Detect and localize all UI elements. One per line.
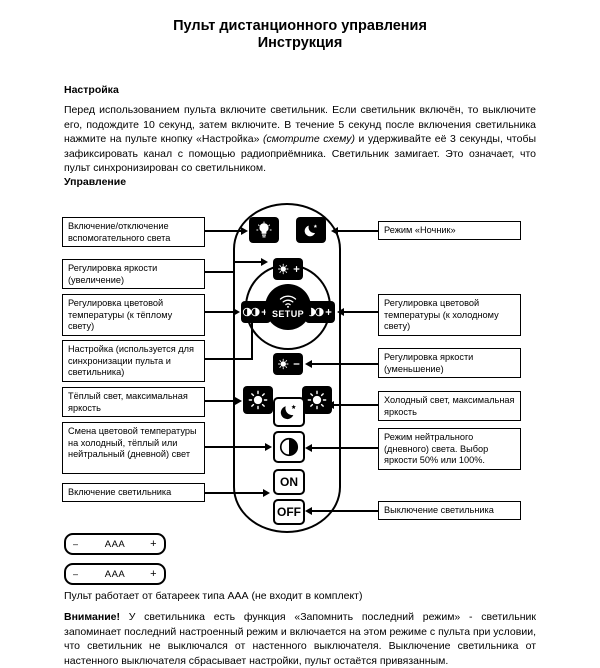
callout-lamp-on: Включение светильника bbox=[62, 483, 205, 502]
leader-arrow bbox=[305, 507, 312, 515]
lamp-on-key[interactable]: ON bbox=[273, 469, 305, 495]
warm-max-key[interactable] bbox=[243, 386, 273, 414]
brightness-down-key[interactable] bbox=[273, 353, 303, 375]
sun-icon bbox=[248, 390, 268, 410]
leader-line bbox=[233, 261, 261, 263]
moon-star-icon bbox=[303, 222, 320, 239]
half-moon-contrast-icon bbox=[278, 436, 300, 458]
cold-max-key[interactable] bbox=[302, 386, 332, 414]
leader-arrow bbox=[263, 489, 270, 497]
bulb-icon bbox=[255, 221, 273, 239]
battery-2 bbox=[64, 563, 166, 585]
title-line-2: Инструкция bbox=[257, 35, 343, 51]
leader-line bbox=[205, 492, 263, 494]
battery-label: AAA bbox=[104, 538, 126, 550]
battery-label: AAA bbox=[104, 568, 126, 580]
battery-1 bbox=[64, 533, 166, 555]
setup-key[interactable] bbox=[265, 284, 311, 330]
leader-arrow bbox=[265, 443, 272, 451]
callout-night-mode: Режим «Ночник» bbox=[378, 221, 521, 240]
leader-line bbox=[251, 318, 263, 320]
leader-arrow bbox=[305, 444, 312, 452]
callout-color-temp-warm: Регулировка цветовой температуры (к тёплому свету) bbox=[62, 294, 205, 336]
battery-plus: + bbox=[150, 538, 157, 550]
leader-arrow bbox=[260, 304, 267, 312]
wifi-icon bbox=[279, 295, 297, 308]
title-line-1: Пульт дистанционного управления bbox=[173, 18, 427, 34]
callout-color-temp-cold: Регулировка цветовой температуры (к холодному свету) bbox=[378, 294, 521, 336]
leader-arrow bbox=[331, 227, 338, 235]
callout-brightness-up: Регулировка яркости (увеличение) bbox=[62, 259, 205, 289]
control-heading: Управление bbox=[64, 176, 127, 188]
leader-line bbox=[205, 311, 233, 313]
warning-text: У светильника есть функция «Запомнить последний режим» - светильник запоминает последний настроенный режим и включается на этом режиме с пульта при условии, что светильник не выключался от настенного выключателя. Выключение светильника от настенного выключателя сбрасывает настройки, пульт остаётся привязанным. bbox=[64, 611, 536, 667]
aux-light-key[interactable] bbox=[249, 217, 279, 243]
callout-cold-max: Холодный свет, максимальная яркость bbox=[378, 391, 521, 421]
warning-label: Внимание! bbox=[64, 611, 120, 623]
callout-aux-light-toggle: Включение/отключение вспомогательного света bbox=[62, 217, 205, 247]
brightness-up-icon bbox=[273, 262, 303, 276]
setup-key-label: SETUP bbox=[271, 309, 304, 319]
callout-lamp-off: Выключение светильника bbox=[378, 501, 521, 520]
leader-arrow bbox=[233, 308, 240, 316]
callout-warm-max: Тёплый свет, максимальная яркость bbox=[62, 387, 205, 417]
leader-line bbox=[344, 311, 378, 313]
leader-line bbox=[205, 230, 241, 232]
brightness-down-icon bbox=[273, 357, 303, 371]
callout-neutral-mode: Режим нейтрального (дневного) света. Выбор яркости 50% или 100%. bbox=[378, 428, 521, 470]
leader-line bbox=[334, 404, 378, 406]
lamp-off-key[interactable]: OFF bbox=[273, 499, 305, 525]
leader-line bbox=[205, 446, 265, 448]
leader-line bbox=[205, 358, 253, 360]
warning-block bbox=[64, 610, 536, 668]
instruction-page bbox=[0, 18, 600, 668]
leader-arrow bbox=[337, 308, 344, 316]
leader-arrow bbox=[261, 258, 268, 266]
setup-paragraph: Перед использованием пульта включите светильник. Если светильник включён, то выключите его, подождите 10 секунд, затем включите. В течение 5 секунд после включения светильника нажмите на пульте кнопку «Настройка» (смотрите схему) и удерживайте её 3 секунды, чтобы зафиксировать канал с помощью радиоприёмника. Светильник замигает. Это означает, что пульт синхронизирован со светильником. bbox=[64, 104, 537, 174]
leader-line bbox=[312, 363, 378, 365]
leader-arrow bbox=[327, 401, 334, 409]
callout-temp-change: Смена цветовой температуры на холодный, тёплый или нейтральный (дневной) свет bbox=[62, 422, 205, 474]
leader-line bbox=[312, 510, 378, 512]
temp-change-key[interactable] bbox=[273, 397, 305, 427]
battery-minus: – bbox=[73, 539, 79, 549]
battery-note: Пульт работает от батареек типа ААА (не входит в комплект) bbox=[64, 590, 363, 602]
callout-brightness-down: Регулировка яркости (уменьшение) bbox=[378, 348, 521, 378]
leader-arrow bbox=[305, 360, 312, 368]
leader-line bbox=[205, 400, 235, 402]
battery-minus: – bbox=[73, 569, 79, 579]
leader-line bbox=[205, 271, 235, 273]
leader-line bbox=[338, 230, 378, 232]
callout-setup: Настройка (используется для синхронизации пульта и светильника) bbox=[62, 340, 205, 382]
page-title bbox=[0, 18, 600, 52]
brightness-up-key[interactable] bbox=[273, 258, 303, 280]
leader-line bbox=[312, 447, 378, 449]
leader-arrow bbox=[241, 227, 248, 235]
moon-star-icon bbox=[279, 402, 299, 422]
sun-icon bbox=[307, 390, 327, 410]
battery-plus: + bbox=[150, 568, 157, 580]
night-mode-key[interactable] bbox=[296, 217, 326, 243]
leader-arrow bbox=[235, 397, 242, 405]
neutral-mode-key[interactable] bbox=[273, 431, 305, 463]
setup-paragraph-italic: (смотрите схему) bbox=[263, 133, 355, 145]
leader-line bbox=[251, 318, 253, 358]
setup-heading: Настройка bbox=[64, 84, 119, 96]
